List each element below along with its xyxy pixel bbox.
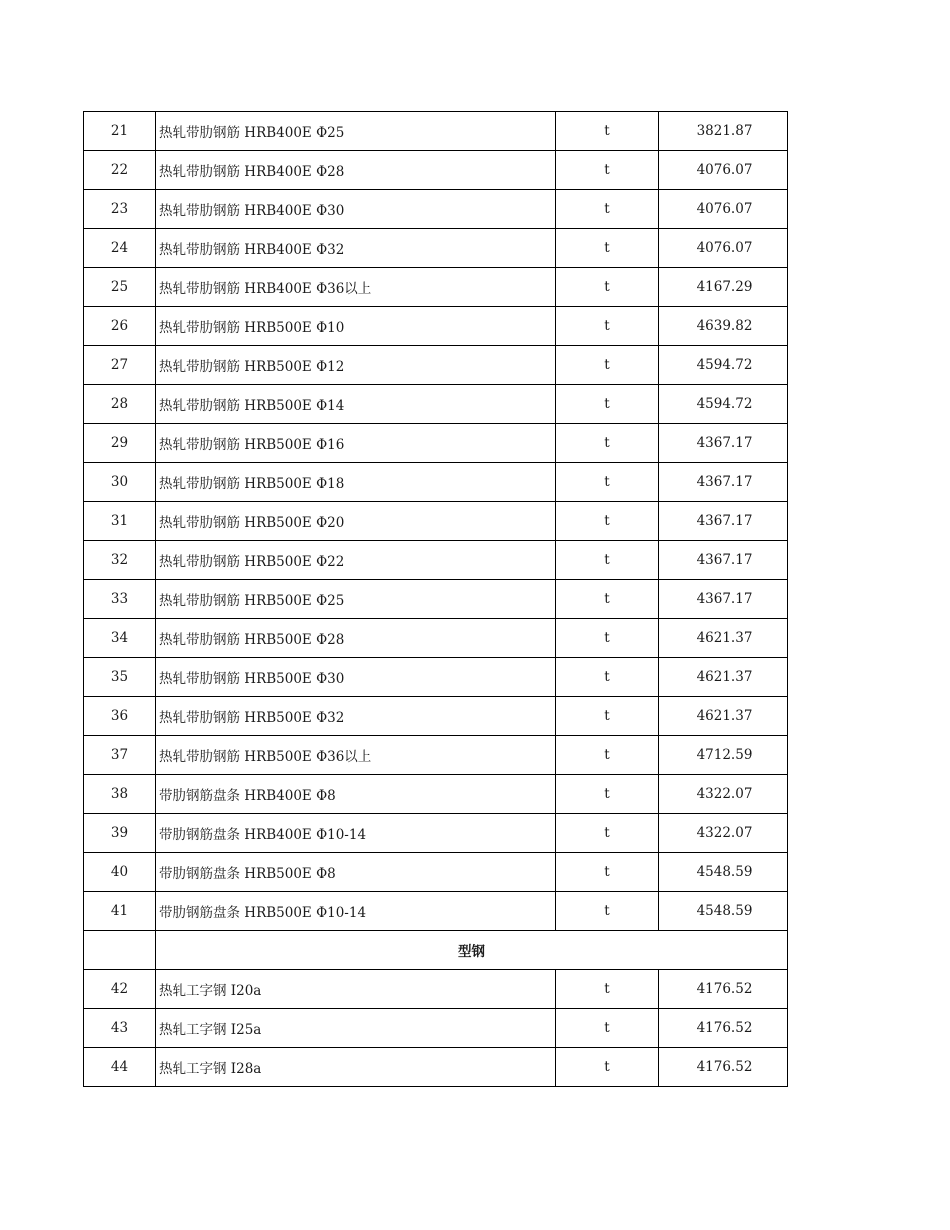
unit-cell: t <box>556 502 659 541</box>
unit-cell: t <box>556 307 659 346</box>
unit-cell: t <box>556 1048 659 1087</box>
price-cell: 4167.29 <box>659 268 788 307</box>
price-cell: 4367.17 <box>659 580 788 619</box>
price-cell: 4639.82 <box>659 307 788 346</box>
price-table <box>83 111 788 1087</box>
table-row <box>84 463 788 502</box>
table-row <box>84 814 788 853</box>
unit-cell: t <box>556 151 659 190</box>
price-cell: 4367.17 <box>659 541 788 580</box>
price-cell: 4621.37 <box>659 697 788 736</box>
table-body <box>84 112 788 1087</box>
row-number-cell: 36 <box>84 697 156 736</box>
row-number-cell: 24 <box>84 229 156 268</box>
row-number-cell: 35 <box>84 658 156 697</box>
item-name-cell: 热轧带肋钢筋 HRB500E Φ14 <box>156 385 556 424</box>
item-name-cell: 热轧带肋钢筋 HRB500E Φ32 <box>156 697 556 736</box>
unit-cell: t <box>556 268 659 307</box>
unit-cell: t <box>556 892 659 931</box>
item-name-cell: 热轧带肋钢筋 HRB400E Φ28 <box>156 151 556 190</box>
row-number-cell: 33 <box>84 580 156 619</box>
price-cell: 4594.72 <box>659 346 788 385</box>
unit-cell: t <box>556 736 659 775</box>
unit-cell: t <box>556 463 659 502</box>
price-cell: 4548.59 <box>659 892 788 931</box>
price-cell: 3821.87 <box>659 112 788 151</box>
item-name-cell: 热轧带肋钢筋 HRB400E Φ36以上 <box>156 268 556 307</box>
row-number-cell: 31 <box>84 502 156 541</box>
unit-cell: t <box>556 190 659 229</box>
price-cell: 4712.59 <box>659 736 788 775</box>
item-name-cell: 带肋钢筋盘条 HRB500E Φ8 <box>156 853 556 892</box>
price-cell: 4076.07 <box>659 190 788 229</box>
item-name-cell: 带肋钢筋盘条 HRB500E Φ10-14 <box>156 892 556 931</box>
price-cell: 4367.17 <box>659 424 788 463</box>
table-row <box>84 1048 788 1087</box>
table-row <box>84 619 788 658</box>
unit-cell: t <box>556 541 659 580</box>
row-number-cell: 42 <box>84 970 156 1009</box>
table-row <box>84 775 788 814</box>
unit-cell: t <box>556 814 659 853</box>
table-row <box>84 346 788 385</box>
item-name-cell: 热轧带肋钢筋 HRB500E Φ36以上 <box>156 736 556 775</box>
table-row <box>84 892 788 931</box>
row-number-cell: 40 <box>84 853 156 892</box>
item-name-cell: 热轧带肋钢筋 HRB500E Φ22 <box>156 541 556 580</box>
unit-cell: t <box>556 619 659 658</box>
price-cell: 4322.07 <box>659 775 788 814</box>
table-row <box>84 658 788 697</box>
table-row <box>84 697 788 736</box>
table-row <box>84 190 788 229</box>
price-cell: 4594.72 <box>659 385 788 424</box>
unit-cell: t <box>556 658 659 697</box>
item-name-cell: 带肋钢筋盘条 HRB400E Φ8 <box>156 775 556 814</box>
table-row <box>84 229 788 268</box>
item-name-cell: 热轧工字钢 I28a <box>156 1048 556 1087</box>
row-number-cell: 34 <box>84 619 156 658</box>
section-header-row <box>84 931 788 970</box>
item-name-cell: 热轧带肋钢筋 HRB400E Φ30 <box>156 190 556 229</box>
row-number-cell: 41 <box>84 892 156 931</box>
section-title: 型钢 <box>156 931 788 970</box>
table-row <box>84 970 788 1009</box>
row-number-cell: 39 <box>84 814 156 853</box>
unit-cell: t <box>556 853 659 892</box>
row-number-cell: 23 <box>84 190 156 229</box>
section-row-number-cell <box>84 931 156 970</box>
item-name-cell: 热轧工字钢 I25a <box>156 1009 556 1048</box>
unit-cell: t <box>556 697 659 736</box>
table-row <box>84 1009 788 1048</box>
item-name-cell: 热轧带肋钢筋 HRB500E Φ30 <box>156 658 556 697</box>
table-row <box>84 151 788 190</box>
table-row <box>84 736 788 775</box>
unit-cell: t <box>556 112 659 151</box>
price-cell: 4621.37 <box>659 658 788 697</box>
price-cell: 4176.52 <box>659 970 788 1009</box>
item-name-cell: 热轧带肋钢筋 HRB400E Φ32 <box>156 229 556 268</box>
row-number-cell: 28 <box>84 385 156 424</box>
price-cell: 4076.07 <box>659 229 788 268</box>
price-cell: 4367.17 <box>659 502 788 541</box>
row-number-cell: 38 <box>84 775 156 814</box>
unit-cell: t <box>556 385 659 424</box>
table-row <box>84 541 788 580</box>
unit-cell: t <box>556 424 659 463</box>
row-number-cell: 32 <box>84 541 156 580</box>
unit-cell: t <box>556 229 659 268</box>
table-row <box>84 268 788 307</box>
price-cell: 4548.59 <box>659 853 788 892</box>
price-cell: 4076.07 <box>659 151 788 190</box>
row-number-cell: 30 <box>84 463 156 502</box>
unit-cell: t <box>556 346 659 385</box>
item-name-cell: 热轧带肋钢筋 HRB500E Φ12 <box>156 346 556 385</box>
row-number-cell: 27 <box>84 346 156 385</box>
row-number-cell: 26 <box>84 307 156 346</box>
item-name-cell: 热轧带肋钢筋 HRB500E Φ25 <box>156 580 556 619</box>
item-name-cell: 热轧带肋钢筋 HRB500E Φ10 <box>156 307 556 346</box>
row-number-cell: 25 <box>84 268 156 307</box>
price-cell: 4176.52 <box>659 1009 788 1048</box>
item-name-cell: 热轧带肋钢筋 HRB500E Φ28 <box>156 619 556 658</box>
table-row <box>84 502 788 541</box>
item-name-cell: 热轧带肋钢筋 HRB400E Φ25 <box>156 112 556 151</box>
item-name-cell: 热轧工字钢 I20a <box>156 970 556 1009</box>
row-number-cell: 44 <box>84 1048 156 1087</box>
price-cell: 4621.37 <box>659 619 788 658</box>
table-row <box>84 112 788 151</box>
unit-cell: t <box>556 970 659 1009</box>
unit-cell: t <box>556 775 659 814</box>
row-number-cell: 22 <box>84 151 156 190</box>
item-name-cell: 热轧带肋钢筋 HRB500E Φ16 <box>156 424 556 463</box>
unit-cell: t <box>556 580 659 619</box>
item-name-cell: 带肋钢筋盘条 HRB400E Φ10-14 <box>156 814 556 853</box>
item-name-cell: 热轧带肋钢筋 HRB500E Φ20 <box>156 502 556 541</box>
row-number-cell: 37 <box>84 736 156 775</box>
row-number-cell: 29 <box>84 424 156 463</box>
row-number-cell: 43 <box>84 1009 156 1048</box>
price-cell: 4322.07 <box>659 814 788 853</box>
item-name-cell: 热轧带肋钢筋 HRB500E Φ18 <box>156 463 556 502</box>
price-cell: 4367.17 <box>659 463 788 502</box>
unit-cell: t <box>556 1009 659 1048</box>
price-cell: 4176.52 <box>659 1048 788 1087</box>
table-row <box>84 424 788 463</box>
table-row <box>84 385 788 424</box>
table-row <box>84 853 788 892</box>
table-row <box>84 580 788 619</box>
table-row <box>84 307 788 346</box>
row-number-cell: 21 <box>84 112 156 151</box>
